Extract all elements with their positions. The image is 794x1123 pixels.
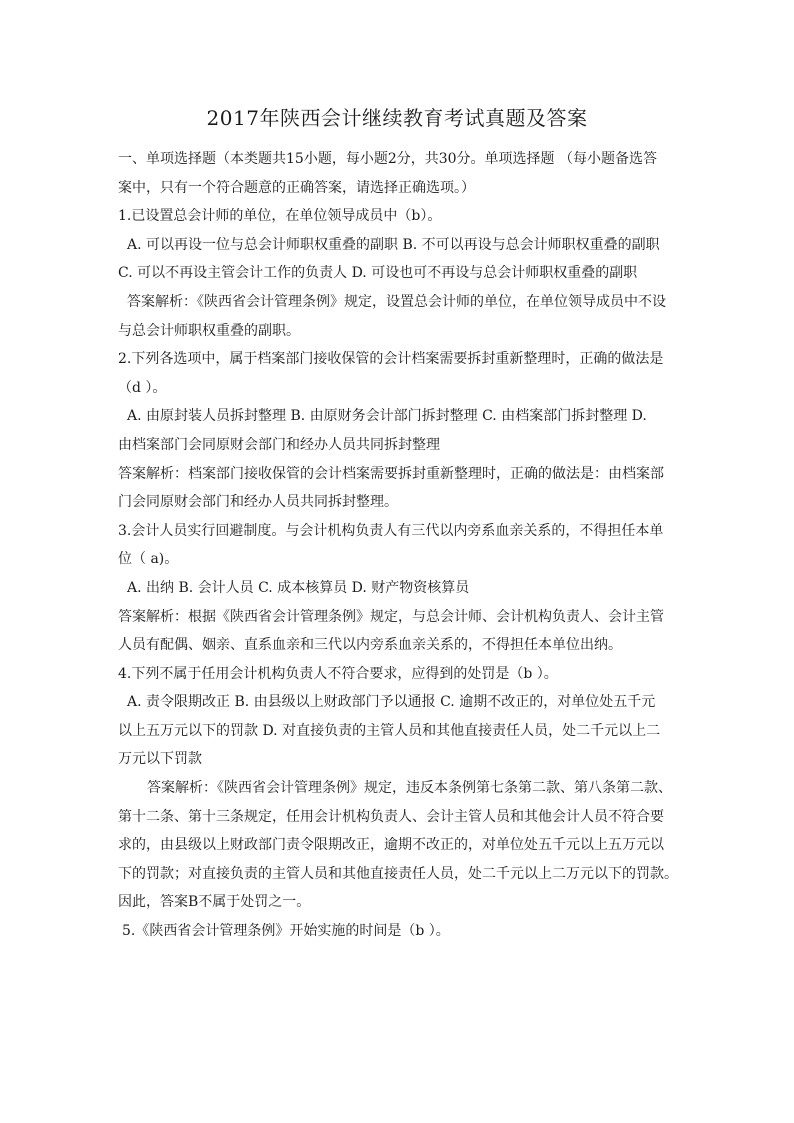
- question-3-explanation: 答案解析：根据《陕西省会计管理条例》规定，与总会计师、会计机构负责人、会计主管: [118, 608, 664, 625]
- document-title: 2017年陕西会计继续教育考试真题及答案: [206, 106, 588, 130]
- question-2-stem: 2.下列各选项中，属于档案部门接收保管的会计档案需要拆封重新整理时，正确的做法是: [118, 351, 664, 368]
- question-5-stem: 5.《陕西省会计管理条例》开始实施的时间是（b ）。: [122, 923, 450, 940]
- question-1-options: C. 可以不再设主管会计工作的负责人 D. 可设也可不再设与总会计师职权重叠的副职: [118, 265, 638, 282]
- question-4-options: A. 责令限期改正 B. 由县级以上财政部门予以通报 C. 逾期不改正的，对单位处五千元: [127, 694, 656, 711]
- question-4-explanation: 答案解析：《陕西省会计管理条例》规定，违反本条例第七条第二款、第八条第二款、: [147, 780, 672, 797]
- question-1-explanation: 与总会计师职权重叠的副职。: [118, 322, 300, 339]
- question-4-explanation: 第十二条、第十三条规定，任用会计机构负责人、会计主管人员和其他会计人员不符合要: [118, 808, 664, 825]
- question-2-explanation: 答案解析：档案部门接收保管的会计档案需要拆封重新整理时，正确的做法是：由档案部: [118, 465, 664, 482]
- question-3-options: A. 出纳 B. 会计人员 C. 成本核算员 D. 财产物资核算员: [127, 579, 470, 596]
- question-1-options: A. 可以再设一位与总会计师职权重叠的副职 B. 不可以再设与总会计师职权重叠的副职: [127, 236, 660, 253]
- question-1-stem: 1.已设置总会计师的单位，在单位领导成员中（b）。: [118, 208, 442, 225]
- question-2-explanation: 门会同原财会部门和经办人员共同拆封整理。: [118, 494, 398, 511]
- question-4-options: 万元以下罚款: [118, 751, 202, 768]
- question-4-explanation: 求的，由县级以上财政部门责令限期改正，逾期不改正的，对单位处五千元以上五万元以: [118, 837, 664, 854]
- question-3-stem: 位（ a)。: [118, 551, 179, 568]
- question-4-stem: 4.下列不属于任用会计机构负责人不符合要求，应得到的处罚是（b ）。: [118, 665, 558, 682]
- question-2-stem: （d ）。: [118, 379, 167, 396]
- section-heading-line: 一、单项选择题（本类题共15小题，每小题2分，共30分。单项选择题 （每小题备选答: [118, 151, 657, 167]
- question-4-options: 以上五万元以下的罚款 D. 对直接负责的主管人员和其他直接责任人员，处二千元以上二: [118, 722, 661, 739]
- question-2-options: A. 由原封装人员拆封整理 B. 由原财务会计部门拆封整理 C. 由档案部门拆封整理 D.: [127, 408, 647, 425]
- question-4-explanation: 下的罚款；对直接负责的主管人员和其他直接责任人员，处二千元以上二万元以下的罚款。: [118, 865, 678, 882]
- section-heading-line: 案中，只有一个符合题意的正确答案，请选择正确选项。）: [118, 179, 475, 196]
- question-2-options: 由档案部门会同原财会部门和经办人员共同拆封整理: [118, 436, 440, 453]
- question-1-explanation: 答案解析：《陕西省会计管理条例》规定，设置总会计师的单位，在单位领导成员中不设: [127, 293, 666, 310]
- document-body: [118, 145, 680, 946]
- question-4-explanation: 因此，答案B不属于处罚之一。: [118, 894, 311, 911]
- question-3-stem: 3.会计人员实行回避制度。与会计机构负责人有三代以内旁系血亲关系的，不得担任本单: [118, 522, 664, 539]
- question-3-explanation: 人员有配偶、姻亲、直系血亲和三代以内旁系血亲关系的，不得担任本单位出纳。: [118, 637, 622, 654]
